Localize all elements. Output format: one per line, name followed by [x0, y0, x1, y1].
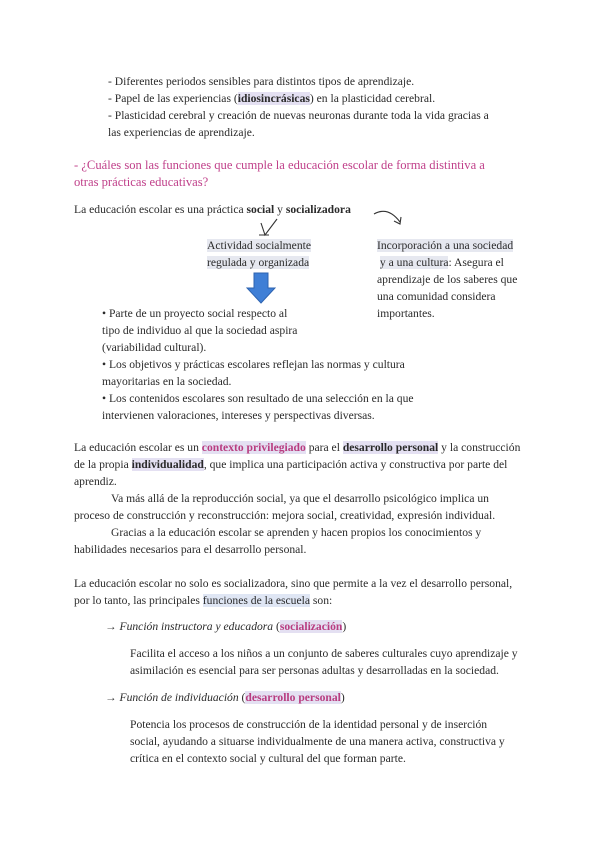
bullet-1-line-1: • Parte de un proyecto social respecto al	[102, 307, 288, 320]
bullet-list	[102, 305, 414, 424]
down-arrow-icon	[246, 272, 276, 304]
section-heading	[74, 157, 485, 191]
funcion-individuacion-desc: Potencia los procesos de construcción de la identidad personal y de inserción social, ayudando a situarse individualmente de una manera activa, constructiva y crítica en el contexto social y cultural del que forman parte.	[130, 718, 505, 765]
funcion-instructora-title: → Función instructora y educadora (socialización)	[105, 620, 347, 633]
bullet-3-line-1: • Los contenidos escolares son resultado de una selección en la que	[102, 392, 414, 405]
socializacion-tag: socialización	[279, 620, 343, 633]
bullet-1-line-2: tipo de individuo al que la sociedad aspira	[102, 324, 298, 337]
socializadora-term: socializadora	[285, 203, 351, 216]
curved-arrow-icon	[370, 206, 406, 234]
social-term: social	[246, 203, 275, 216]
box-actividad-line-2: regulada y organizada	[207, 256, 310, 269]
list-item-plasticidad: - Plasticidad cerebral y creación de nuevas neuronas durante toda la vida gracias a	[108, 109, 489, 122]
desarrollo-personal-tag: desarrollo personal	[245, 691, 341, 704]
heading-line-1: - ¿Cuáles son las funciones que cumple la educación escolar de forma distintiva a	[74, 158, 485, 172]
box-actividad-line-1: Actividad socialmente	[207, 239, 311, 252]
box-incorporacion-line-1: Incorporación a una sociedad	[377, 239, 514, 252]
paragraph-reproduccion: Va más allá de la reproducción social, ya que el desarrollo psicológico implica un proceso de construcción y reconstrucción: mejora social, creatividad, expresión individual.	[74, 492, 496, 522]
funciones-escuela-term: funciones de la escuela	[202, 594, 310, 607]
individualidad-term: individualidad	[131, 458, 204, 471]
bullet-2-line-1: • Los objetivos y prácticas escolares reflejan las normas y cultura	[102, 358, 405, 371]
box-incorporacion-line-4: una comunidad considera	[377, 290, 496, 303]
box-incorporacion-line-5: importantes.	[377, 307, 435, 320]
intro-line: La educación escolar es una práctica social y socializadora	[74, 203, 351, 216]
paragraph-contexto: La educación escolar es un contexto privilegiado para el desarrollo personal y la construcción de la propia individualidad, que implica una participación activa y constructiva por parte del aprendiz.	[74, 441, 521, 488]
box-actividad	[207, 237, 311, 271]
paragraph-gracias: Gracias a la educación escolar se aprenden y hacen propios los conocimientos y habilidades necesarios para el desarrollo personal.	[74, 526, 482, 556]
list-item-experiencias: - Papel de las experiencias (idiosincrásicas) en la plasticidad cerebral.	[108, 92, 436, 105]
desarrollo-personal-term: desarrollo personal	[342, 441, 439, 454]
bullet-1-line-3: (variabilidad cultural).	[102, 341, 207, 354]
box-incorporacion: Incorporación a una sociedad y a una cultura: Asegura el aprendizaje de los saberes que una comunidad considera importantes.	[377, 239, 518, 320]
list-item-plasticidad-cont: las experiencias de aprendizaje.	[108, 126, 255, 139]
box-incorporacion-hl: y a una cultura	[379, 256, 449, 269]
list-item-periodos: - Diferentes periodos sensibles para distintos tipos de aprendizaje.	[108, 75, 415, 88]
paragraph-funciones: La educación escolar no solo es socializadora, sino que permite a la vez el desarrollo personal, por lo tanto, las principales funciones de la escuela son:	[74, 577, 513, 607]
bullet-3-line-2: intervienen valoraciones, intereses y perspectivas diversas.	[102, 409, 375, 422]
heading-line-2: otras prácticas educativas?	[74, 175, 209, 189]
idiosincrasicas-term: idiosincrásicas	[237, 92, 310, 105]
bullet-2-line-2: mayoritarias en la sociedad.	[102, 375, 232, 388]
funcion-instructora-desc: Facilita el acceso a los niños a un conjunto de saberes culturales cuyo aprendizaje y asimilación es esencial para ser personas adultas y desarrolladas en la sociedad.	[130, 647, 518, 677]
box-incorporacion-line-3: aprendizaje de los saberes que	[377, 273, 518, 286]
funcion-individuacion-title: → Función de individuación (desarrollo personal)	[105, 691, 345, 704]
contexto-privilegiado-term: contexto privilegiado	[201, 441, 306, 454]
